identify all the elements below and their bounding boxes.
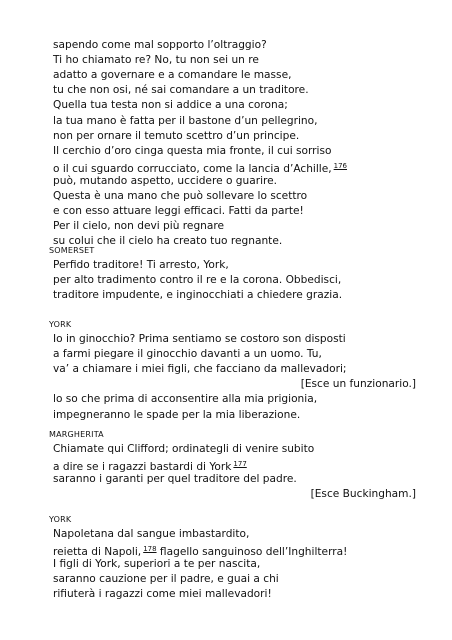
verse-text: a farmi piegare il ginocchio davanti a un uomo. Tu, [53,348,322,361]
verse-line [53,392,317,406]
verse-line [53,144,331,158]
verse-text: Io in ginocchio? Prima sentiamo se costoro son disposti [53,333,346,345]
verse-line [53,53,259,67]
verse-text: su colui che il cielo ha creato tuo regnante. [53,235,283,248]
verse-line [53,288,342,302]
verse-line [53,347,322,361]
verse-text: e con esso attuare leggi efficaci. Fatti da parte! [53,205,304,218]
verse-line [53,189,307,203]
verse-text: Il cerchio d’oro cinga questa mia fronte, il cui sorriso [53,144,332,157]
verse-text: Chiamate qui Clifford; ordinategli di venire subito [53,443,315,455]
verse-text: per alto tradimento contro il re e la corona. Obbedisci, [53,274,342,287]
footnote-ref-link[interactable]: 176 [333,161,348,170]
stage-direction: [Esce un funzionario.] [300,378,416,391]
verse-line [53,587,272,601]
verse-text: Quella tua testa non si addice a una corona; [53,99,288,112]
verse-line [53,83,309,97]
footnote-ref-link[interactable]: 177 [233,460,247,469]
verse-text: la tua mano è fatta per il bastone d’un pellegrino, [53,114,318,127]
verse-line [53,114,318,128]
verse-text: I figli di York, superiori a te per nascita, [53,558,261,571]
verse-text: Perfido traditore! Ti arresto, York, [53,259,229,271]
verse-text: Questa è una mano che può sollevare lo scettro [53,190,308,202]
verse-line [53,219,224,233]
verse-text: saranno i garanti per quel traditore del padre. [53,473,297,486]
verse-line [53,332,346,346]
verse-text: tu che non osi, né sai comandare a un traditore. [53,84,309,97]
verse-text: Per il cielo, non devi più regnare [53,220,225,233]
verse-line [53,362,347,376]
verse-line [53,68,291,82]
stage-direction: [Esce Buckingham.] [310,488,416,501]
verse-text-continued: flagello sanguinoso dell’Inghilterra! [156,546,348,559]
verse-text: o il cui sguardo corrucciato, come la lancia d’Achille, [53,162,332,175]
verse-text: impegneranno le spade per la mia liberazione. [53,408,301,421]
speaker-name: YORK [49,320,72,329]
verse-text: adatto a governare e a comandare le masse, [53,69,292,82]
verse-line [53,472,297,486]
speaker-name: SOMERSET [49,246,95,255]
verse-line [53,273,341,287]
footnote-ref-link[interactable]: 178 [143,545,157,554]
verse-line [53,557,260,571]
verse-text: può, mutando aspetto, uccidere o guarire. [53,174,278,187]
verse-text: va’ a chiamare i miei figli, che facciano da mallevadori; [53,363,347,376]
verse-text: rifiuterà i ragazzi come miei mallevadori! [53,588,272,601]
verse-line [53,527,249,541]
speaker-name: YORK [49,515,72,524]
verse-line [53,204,304,218]
verse-text: traditore impudente, e inginocchiati a chiedere grazia. [53,289,343,302]
verse-line [53,408,300,422]
verse-text: reietta di Napoli, [53,546,142,559]
verse-line [53,174,277,188]
verse-text: a dire se i ragazzi bastardi di York [53,461,232,474]
speaker-name: MARGHERITA [49,430,104,439]
verse-line [53,572,279,586]
verse-line [53,442,314,456]
verse-text: Napoletana dal sangue imbastardito, [53,528,250,540]
verse-text: non per ornare il temuto scettro d’un principe. [53,129,300,142]
verse-line [53,38,267,52]
verse-text: lo so che prima di acconsentire alla mia prigionia, [53,393,318,406]
verse-line [53,258,229,272]
verse-text: Ti ho chiamato re? No, tu non sei un re [53,54,259,67]
verse-line [53,129,299,143]
verse-text: sapendo come mal sopporto l’oltraggio? [53,39,267,51]
verse-line [53,98,288,112]
verse-text: saranno cauzione per il padre, e guai a chi [53,573,279,586]
